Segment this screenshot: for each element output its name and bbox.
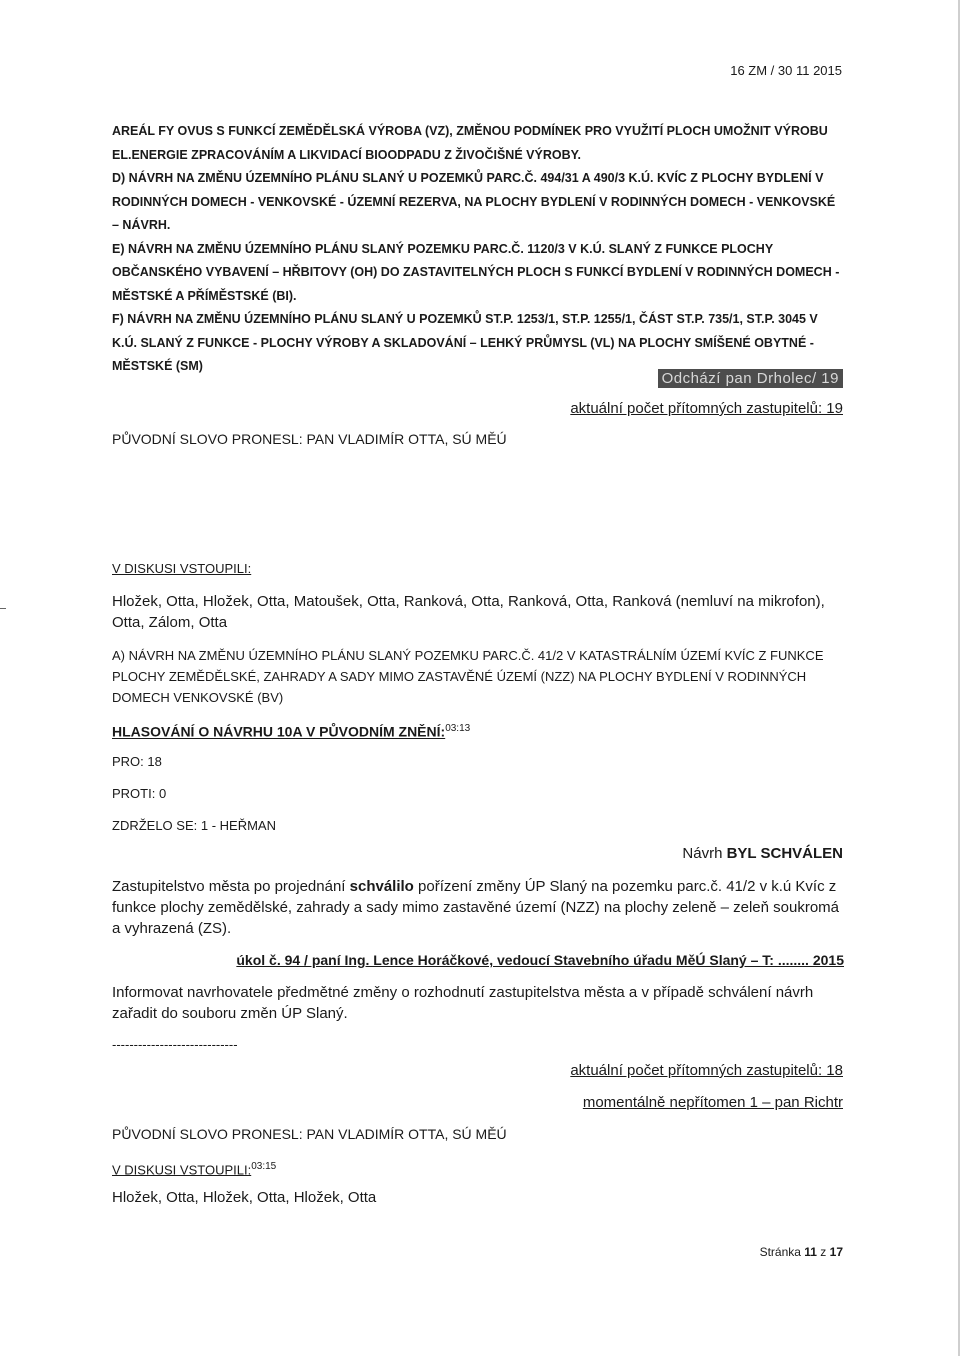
vote-result-prefix: Návrh xyxy=(682,845,723,862)
vote-heading xyxy=(112,718,844,743)
agenda-item-e: E) NÁVRH NA ZMĚNU ÚZEMNÍHO PLÁNU SLANÝ POZEMKU PARC.Č. 1120/3 V K.Ú. SLANÝ Z FUNKCE PLOCHY OBČANSKÉHO VYBAVENÍ – HŘBITOVY (OH) DO ZASTAVITELNÝCH PLOCH S FUNKCÍ BYDLENÍ V RODINNÝCH DOMECH - MĚSTSKÉ A PŘÍMĚSTSKÉ (BI). xyxy=(112,241,840,303)
item-a: A) NÁVRH NA ZMĚNU ÚZEMNÍHO PLÁNU SLANÝ POZEMKU PARC.Č. 41/2 V KATASTRÁLNÍM ÚZEMÍ KVÍC Z FUNKCE PLOCHY ZEMĚDĚLSKÉ, ZAHRADY A SADY MIMO ZASTAVĚNÉ ÚZEMÍ (NZZ) NA PLOCHY BYDLENÍ V RODINNÝCH DOMECH VENKOVSKÉ (BV) xyxy=(112,648,824,705)
vote-zdrzelo: ZDRŽELO SE: 1 - HEŘMAN xyxy=(112,818,276,833)
discussion-heading-2 xyxy=(112,1156,844,1180)
resolution-text-a: Zastupitelstvo města po projednání xyxy=(112,878,346,895)
footer-sep: z xyxy=(820,1245,827,1259)
vote-time: 03:13 xyxy=(445,723,471,734)
discussion-time-2: 03:15 xyxy=(251,1161,277,1172)
spoke-2: PŮVODNÍ SLOVO PRONESL: PAN VLADIMÍR OTTA, SÚ MĚÚ xyxy=(112,1126,507,1142)
vote-result xyxy=(682,845,843,862)
resolution-text-bold: schválilo xyxy=(349,878,414,895)
header-date: 16 ZM / 30 11 2015 xyxy=(730,63,842,78)
discussion-names-2: Hložek, Otta, Hložek, Otta, Hložek, Otta xyxy=(112,1189,377,1206)
attendance-count-1: aktuální počet přítomných zastupitelů: 19 xyxy=(570,400,843,417)
agenda-item-d: D) NÁVRH NA ZMĚNU ÚZEMNÍHO PLÁNU SLANÝ U POZEMKŮ PARC.Č. 494/31 A 490/3 K.Ú. KVÍC Z PLOCHY BYDLENÍ V RODINNÝCH DOMECH - VENKOVSKÉ - ÚZEMNÍ REZERVA, NA PLOCHY BYDLENÍ V RODINNÝCH DOMECH - VENKOVSKÉ – NÁVRH. xyxy=(112,171,836,232)
vote-result-verdict: BYL SCHVÁLEN xyxy=(726,845,843,862)
vote-proti: PROTI: 0 xyxy=(112,786,167,801)
page-footer xyxy=(760,1245,843,1259)
discussion-names-1: Hložek, Otta, Hložek, Otta, Matoušek, Otta, Ranková, Otta, Ranková, Otta, Ranková (nemluví na mikrofon), Otta, Zálom, Otta xyxy=(112,593,825,631)
task-text: Informovat navrhovatele předmětné změny o rozhodnutí zastupitelstva města a v případě schválení návrh zařadit do souboru změn ÚP Slaný. xyxy=(112,984,814,1022)
vote-heading-text: HLASOVÁNÍ O NÁVRHU 10A V PŮVODNÍM ZNĚNÍ: xyxy=(112,723,446,740)
scan-mark xyxy=(0,608,6,609)
attendance-count-2: aktuální počet přítomných zastupitelů: 18 xyxy=(570,1062,843,1079)
footer-page: 11 xyxy=(804,1245,817,1259)
task-title: úkol č. 94 / paní Ing. Lence Horáčkové, vedoucí Stavebního úřadu MěÚ Slaný – T: ........ 2015 xyxy=(236,952,844,968)
departure-badge: Odchází pan Drholec/ 19 xyxy=(658,369,843,388)
agenda-item-intro: AREÁL FY OVUS S FUNKCÍ ZEMĚDĚLSKÁ VÝROBA (VZ), ZMĚNOU PODMÍNEK PRO VYUŽITÍ PLOCH UMOŽNIT VÝROBU EL.ENERGIE ZPRACOVÁNÍM A LIKVIDACÍ BIOODPADU Z ŽIVOČIŠNÉ VÝROBY. xyxy=(112,124,828,162)
agenda-items xyxy=(112,120,844,379)
resolution-text xyxy=(112,876,844,939)
agenda-item-f: F) NÁVRH NA ZMĚNU ÚZEMNÍHO PLÁNU SLANÝ U POZEMKŮ ST.P. 1253/1, ST.P. 1255/1, ČÁST ST.P. 735/1, ST.P. 3045 V K.Ú. SLANÝ Z FUNKCE - PLOCHY VÝROBY A SKLADOVÁNÍ – LEHKÝ PRŮMYSL (VL) NA PLOCHY SMÍŠENÉ OBYTNÉ - MĚSTSKÉ (SM) xyxy=(112,312,818,373)
discussion-heading-2-text: V DISKUSI VSTOUPILI: xyxy=(112,1162,252,1178)
spoke-1: PŮVODNÍ SLOVO PRONESL: PAN VLADIMÍR OTTA, SÚ MĚÚ xyxy=(112,431,507,447)
footer-prefix: Stránka xyxy=(759,1245,801,1259)
vote-pro: PRO: 18 xyxy=(112,754,162,769)
discussion-heading-1: V DISKUSI VSTOUPILI: xyxy=(112,561,252,576)
footer-total: 17 xyxy=(829,1245,843,1259)
absent-note: momentálně nepřítomen 1 – pan Richtr xyxy=(582,1094,843,1111)
separator-line: ----------------------------- xyxy=(112,1037,238,1052)
resolution-text-b: pořízení změny ÚP Slaný na pozemku parc.č. 41/2 v k.ú Kvíc z funkce plochy zemědělské, zahrady a sady mimo zastavěné území (NZZ) na plochy zeleně – zeleň soukromá a vyhrazená (ZS). xyxy=(112,878,840,937)
